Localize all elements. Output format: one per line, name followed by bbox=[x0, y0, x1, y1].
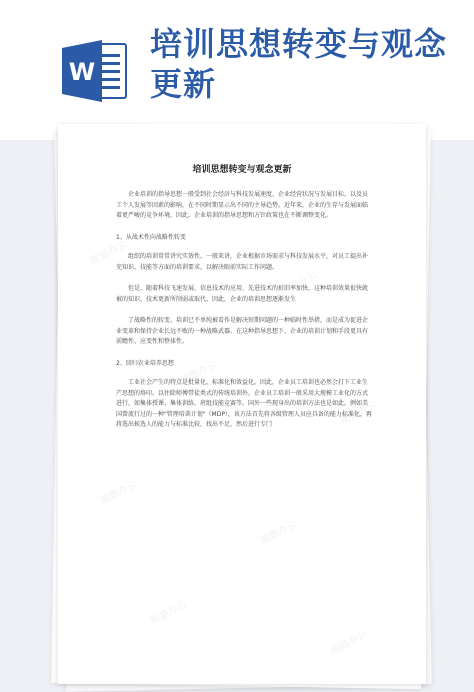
svg-text:W: W bbox=[68, 58, 96, 86]
watermark: 熊猫办公 bbox=[148, 599, 190, 628]
watermark: 熊猫办公 bbox=[328, 629, 370, 658]
watermark: 熊猫办公 bbox=[338, 399, 380, 428]
section-heading: 2、回归农业培养思想 bbox=[116, 359, 174, 367]
watermark: 熊猫办公 bbox=[178, 359, 220, 388]
body-paragraph: 但是，随着科技飞速发展，信息技术的应用、先进技术的折旧率加快，这种培训效果很快就被的知识、技术更新所削弱或取代。因此，企业的培训思想逐渐发生 bbox=[116, 285, 369, 303]
section-heading: 1、从战术性向战略性转变 bbox=[116, 233, 186, 241]
body-paragraph: 组织的培训常常讲究实效性。一般来讲，企业根据市场需求与科技发展水平，对员工提出补充知识、技能等方面的培训要求，以解决眼前实际工作问题。 bbox=[116, 253, 369, 271]
body-paragraph: 工业社会产生的特点是批量化、标准化和效益化。因此，企业员工培训也必然会打下工业生产思想的烙印。以往除师傅带徒类式的传统培训外，企业员工培训一般采用大规模工业化的方式进行，如集体授课、集体训练、班组技能竞赛等。国外一些现身出的培训方法也是如此。例如美国曾流行过的一种"管理培训计划"（MDP），该方法首先将各级管理人员应具备的能力标准化，再将选出候选人的能力与标准比较，找出不足，然后进行专门 bbox=[116, 379, 372, 428]
document-title: 培训思想转变与观念更新 bbox=[192, 165, 292, 175]
word-icon bbox=[58, 34, 132, 108]
watermark: 熊猫办公 bbox=[258, 519, 300, 548]
body-paragraph: 了战略性的转变。培训已不单纯被看作是解决短期问题的一种临时性举措，而是成为促进企业变革和保持企业长远不败的一种战略武器。在这种指导思想下，企业的培训计划和手段更具有前瞻性、应变性和整体性。 bbox=[116, 317, 369, 345]
banner-title: 培训思想转变与观念更新 bbox=[150, 25, 448, 103]
watermark: 熊猫办公 bbox=[88, 239, 130, 268]
watermark: 熊猫办公 bbox=[278, 269, 320, 298]
document-body bbox=[116, 190, 372, 442]
watermark: 熊猫办公 bbox=[98, 479, 140, 508]
body-paragraph: 企业培训的指导思想一般受到社会经济与科技发展速度、企业经营状况与发展目标、以及员工个人发展等因素的影响，在不同时期显示出不同的主导趋势。近年来，企业的生存与发展面临着更严峻的竞争环境。因此，企业培训的指导思想和方针政策也在不断调整变化。 bbox=[116, 191, 369, 219]
document-page bbox=[58, 124, 426, 684]
